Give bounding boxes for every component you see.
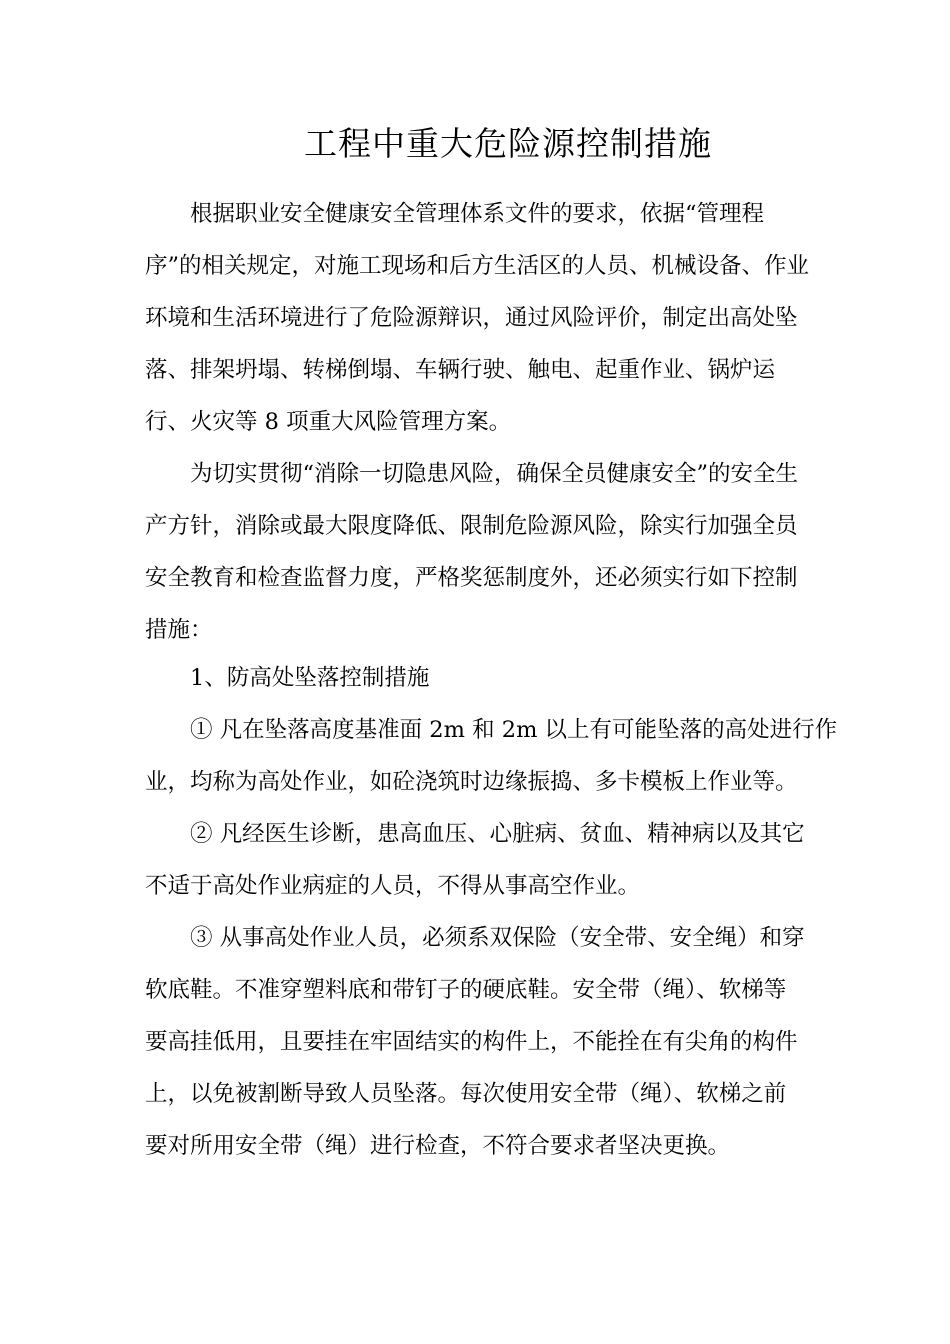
paragraph-line: 要对所用安全带（绳）进行检查，不符合要求者坚决更换。 bbox=[145, 1133, 731, 1159]
paragraph-line: ② 凡经医生诊断，患高血压、心脏病、贫血、精神病以及其它 bbox=[190, 821, 805, 847]
paragraph-line: 落、排架坍塌、转梯倒塌、车辆行驶、触电、起重作业、锅炉运 bbox=[145, 357, 776, 383]
paragraph-line: 序”的相关规定，对施工现场和后方生活区的人员、机械设备、作业 bbox=[145, 253, 810, 279]
paragraph-line: 安全教育和检查监督力度，严格奖惩制度外，还必须实行如下控制 bbox=[145, 565, 798, 591]
paragraph-line: 要高挂低用，且要挂在牢固结实的构件上，不能拴在有尖角的构件 bbox=[145, 1029, 798, 1055]
paragraph-line: ① 凡在坠落高度基准面 2m 和 2m 以上有可能坠落的高处进行作 bbox=[190, 717, 838, 743]
paragraph-line: 环境和生活环境进行了危险源辩识，通过风险评价，制定出高处坠 bbox=[145, 305, 798, 331]
paragraph-line: 根据职业安全健康安全管理体系文件的要求，依据“管理程 bbox=[190, 201, 765, 227]
paragraph-line: 软底鞋。不准穿塑料底和带钉子的硬底鞋。安全带（绳）、软梯等 bbox=[145, 977, 787, 1003]
paragraph-line: 为切实贯彻“消除一切隐患风险，确保全员健康安全”的安全生 bbox=[190, 461, 799, 487]
paragraph-line: 措施： bbox=[145, 617, 213, 643]
section-heading: 1、防高处坠落控制措施 bbox=[190, 665, 430, 691]
paragraph-line: 不适于高处作业病症的人员，不得从事高空作业。 bbox=[145, 873, 641, 899]
paragraph-line: 行、火灾等 8 项重大风险管理方案。 bbox=[145, 409, 512, 435]
paragraph-line: 业，均称为高处作业，如砼浇筑时边缘振捣、多卡模板上作业等。 bbox=[145, 769, 798, 795]
paragraph-line: 产方针，消除或最大限度降低、限制危险源风险，除实行加强全员 bbox=[145, 513, 798, 539]
document-title: 工程中重大危险源控制措施 bbox=[304, 124, 712, 163]
paragraph-line: ③ 从事高处作业人员，必须系双保险（安全带、安全绳）和穿 bbox=[190, 925, 805, 951]
paragraph-line: 上，以免被割断导致人员坠落。每次使用安全带（绳）、软梯之前 bbox=[145, 1081, 787, 1107]
